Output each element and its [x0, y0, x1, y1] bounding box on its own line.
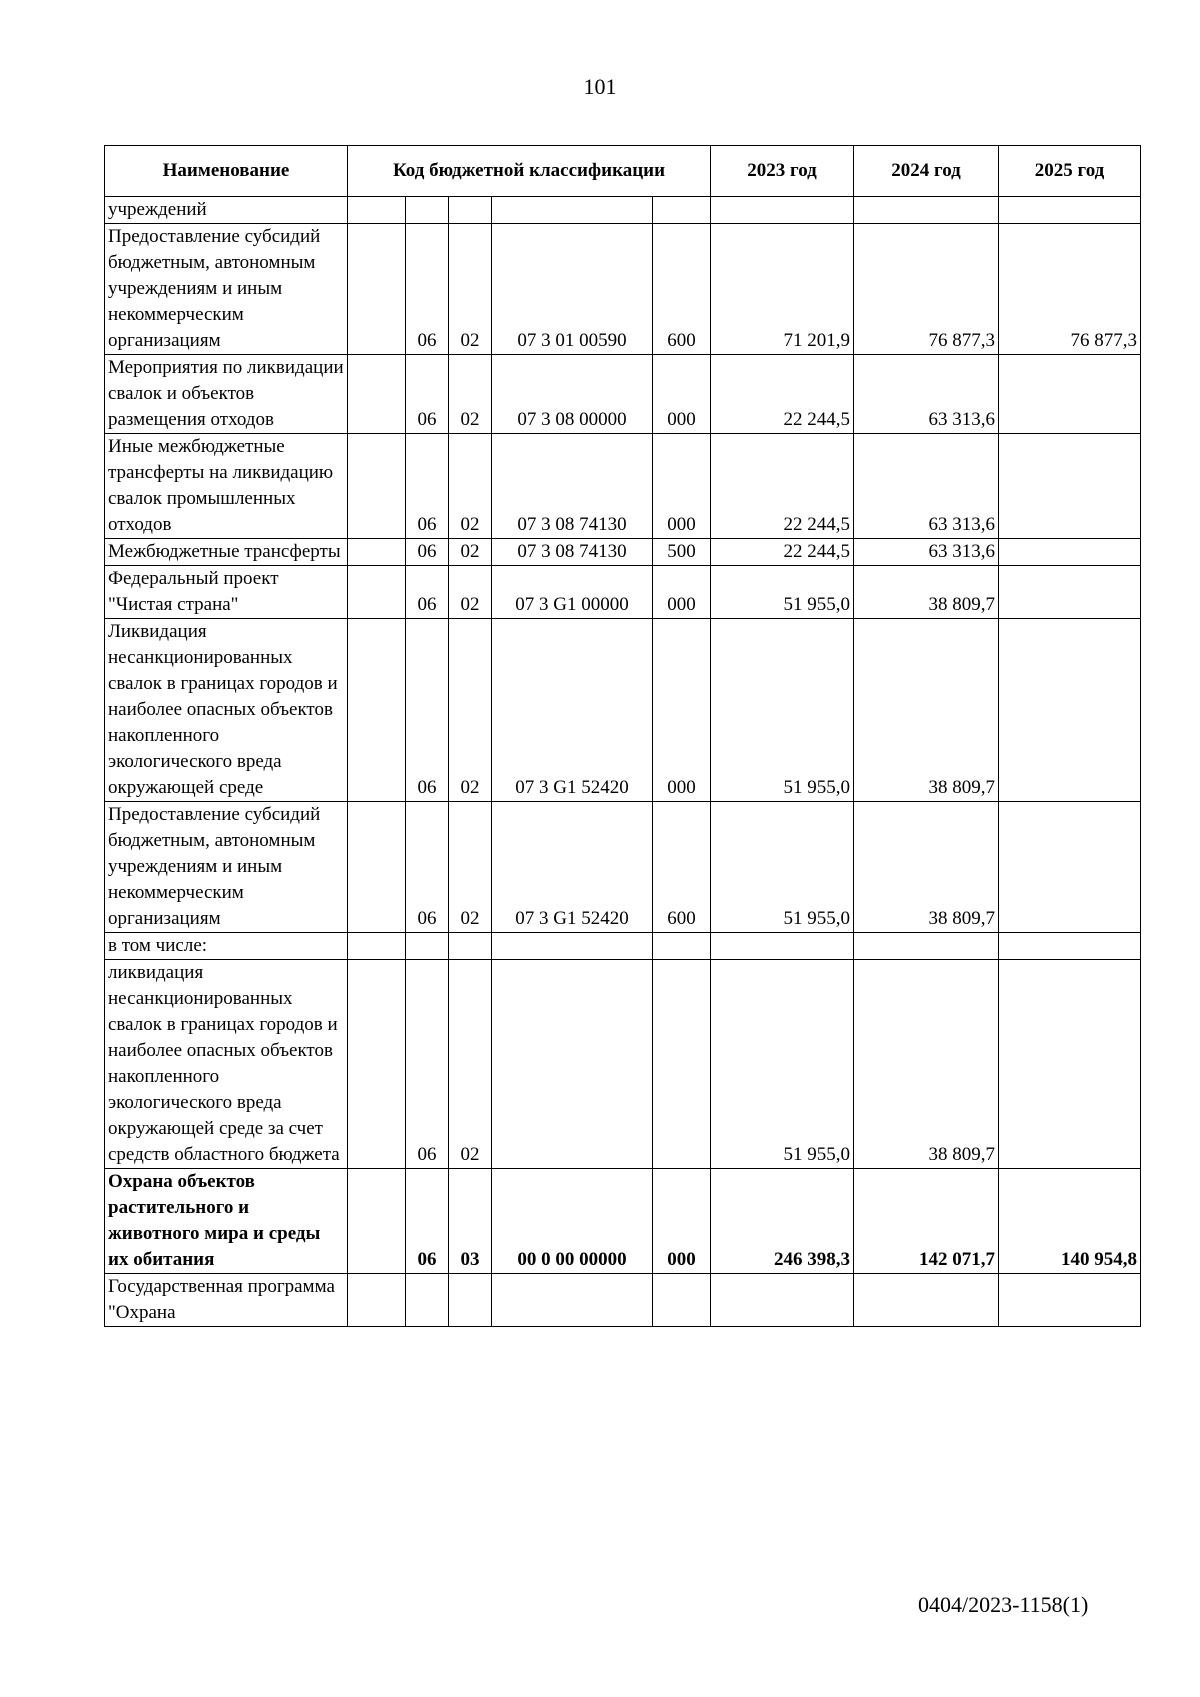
row-value-2025 [999, 355, 1141, 434]
row-code-part1 [348, 539, 406, 566]
table-row [105, 802, 1141, 933]
row-name: учреждений [105, 197, 348, 224]
row-name: ликвидация несанкционированных свалок в границах городов и наиболее опасных объектов накопленного экологического вреда окружающей среде за счет средств областного бюджета [105, 960, 348, 1169]
row-code-part1 [348, 960, 406, 1169]
row-value-2024: 63 313,6 [854, 434, 999, 539]
row-value-2023: 246 398,3 [711, 1169, 854, 1274]
header-2025: 2025 год [999, 146, 1141, 197]
row-value-2024: 38 809,7 [854, 619, 999, 802]
row-name: Иные межбюджетные трансферты на ликвидацию свалок промышленных отходов [105, 434, 348, 539]
row-subsection [449, 1274, 492, 1327]
row-section: 06 [406, 434, 449, 539]
row-value-2024: 38 809,7 [854, 566, 999, 619]
header-2024: 2024 год [854, 146, 999, 197]
row-code-part1 [348, 566, 406, 619]
header-code: Код бюджетной классификации [348, 146, 711, 197]
row-value-2023 [711, 197, 854, 224]
row-value-2024: 38 809,7 [854, 960, 999, 1169]
row-value-2025 [999, 197, 1141, 224]
row-target-article: 07 3 G1 00000 [492, 566, 653, 619]
row-section [406, 1274, 449, 1327]
row-code-part1 [348, 619, 406, 802]
row-subsection: 02 [449, 802, 492, 933]
table-row [105, 224, 1141, 355]
row-target-article: 00 0 00 00000 [492, 1169, 653, 1274]
row-value-2024: 38 809,7 [854, 802, 999, 933]
row-value-2023 [711, 933, 854, 960]
row-code-part1 [348, 434, 406, 539]
row-subsection: 02 [449, 960, 492, 1169]
row-section: 06 [406, 566, 449, 619]
row-code-part1 [348, 1169, 406, 1274]
row-name: Федеральный проект "Чистая страна" [105, 566, 348, 619]
row-expense-type: 500 [653, 539, 711, 566]
row-expense-type: 600 [653, 802, 711, 933]
row-code-part1 [348, 224, 406, 355]
row-subsection: 02 [449, 224, 492, 355]
row-target-article [492, 960, 653, 1169]
row-expense-type: 000 [653, 434, 711, 539]
row-value-2023: 71 201,9 [711, 224, 854, 355]
row-section: 06 [406, 960, 449, 1169]
table-row [105, 434, 1141, 539]
row-target-article: 07 3 01 00590 [492, 224, 653, 355]
row-subsection [449, 933, 492, 960]
row-expense-type: 000 [653, 619, 711, 802]
row-value-2023: 51 955,0 [711, 619, 854, 802]
row-expense-type: 000 [653, 566, 711, 619]
row-name: Предоставление субсидий бюджетным, автономным учреждениям и иным некоммерческим организациям [105, 224, 348, 355]
row-subsection: 02 [449, 355, 492, 434]
row-value-2023: 51 955,0 [711, 802, 854, 933]
row-expense-type [653, 197, 711, 224]
row-value-2024: 76 877,3 [854, 224, 999, 355]
row-name: Межбюджетные трансферты [105, 539, 348, 566]
row-name: Охрана объектов растительного и животного мира и среды их обитания [105, 1169, 348, 1274]
header-2023: 2023 год [711, 146, 854, 197]
row-code-part1 [348, 355, 406, 434]
row-value-2024: 63 313,6 [854, 539, 999, 566]
row-section: 06 [406, 802, 449, 933]
row-section: 06 [406, 1169, 449, 1274]
table-row [105, 1169, 1141, 1274]
row-value-2025 [999, 619, 1141, 802]
row-subsection: 02 [449, 619, 492, 802]
row-expense-type [653, 1274, 711, 1327]
row-name: Мероприятия по ликвидации свалок и объектов размещения отходов [105, 355, 348, 434]
row-expense-type: 600 [653, 224, 711, 355]
row-subsection: 02 [449, 434, 492, 539]
budget-table [104, 145, 1141, 1327]
row-target-article: 07 3 08 00000 [492, 355, 653, 434]
row-name: Ликвидация несанкционированных свалок в границах городов и наиболее опасных объектов накопленного экологического вреда окружающей среде [105, 619, 348, 802]
row-section [406, 933, 449, 960]
table-row [105, 566, 1141, 619]
row-section: 06 [406, 619, 449, 802]
row-value-2023: 22 244,5 [711, 434, 854, 539]
row-expense-type [653, 960, 711, 1169]
row-target-article [492, 197, 653, 224]
row-target-article: 07 3 G1 52420 [492, 619, 653, 802]
row-value-2025 [999, 933, 1141, 960]
row-name: Государственная программа "Охрана [105, 1274, 348, 1327]
row-target-article: 07 3 08 74130 [492, 539, 653, 566]
row-value-2025 [999, 434, 1141, 539]
row-value-2025 [999, 539, 1141, 566]
row-target-article: 07 3 08 74130 [492, 434, 653, 539]
table-row [105, 355, 1141, 434]
row-target-article [492, 933, 653, 960]
table-row [105, 619, 1141, 802]
row-expense-type [653, 933, 711, 960]
row-subsection: 02 [449, 566, 492, 619]
row-subsection: 03 [449, 1169, 492, 1274]
row-value-2023: 51 955,0 [711, 566, 854, 619]
row-value-2025 [999, 1274, 1141, 1327]
row-value-2023 [711, 1274, 854, 1327]
row-value-2023: 22 244,5 [711, 539, 854, 566]
row-value-2024 [854, 197, 999, 224]
row-value-2023: 22 244,5 [711, 355, 854, 434]
table-row [105, 197, 1141, 224]
row-code-part1 [348, 197, 406, 224]
row-code-part1 [348, 1274, 406, 1327]
row-subsection: 02 [449, 539, 492, 566]
table-header-row [105, 146, 1141, 197]
table-row [105, 539, 1141, 566]
row-section: 06 [406, 224, 449, 355]
row-section: 06 [406, 539, 449, 566]
row-section [406, 197, 449, 224]
table-row [105, 960, 1141, 1169]
document-id: 0404/2023-1158(1) [918, 1592, 1089, 1617]
row-target-article [492, 1274, 653, 1327]
row-value-2024: 142 071,7 [854, 1169, 999, 1274]
row-value-2024 [854, 933, 999, 960]
row-code-part1 [348, 933, 406, 960]
row-code-part1 [348, 802, 406, 933]
row-subsection [449, 197, 492, 224]
row-value-2025: 140 954,8 [999, 1169, 1141, 1274]
page-number: 101 [583, 74, 617, 99]
row-value-2025 [999, 566, 1141, 619]
row-value-2025: 76 877,3 [999, 224, 1141, 355]
row-value-2024: 63 313,6 [854, 355, 999, 434]
row-expense-type: 000 [653, 355, 711, 434]
header-name: Наименование [105, 146, 348, 197]
row-value-2023: 51 955,0 [711, 960, 854, 1169]
row-section: 06 [406, 355, 449, 434]
row-target-article: 07 3 G1 52420 [492, 802, 653, 933]
row-value-2024 [854, 1274, 999, 1327]
row-value-2025 [999, 960, 1141, 1169]
row-value-2025 [999, 802, 1141, 933]
row-name: в том числе: [105, 933, 348, 960]
table-row [105, 1274, 1141, 1327]
row-expense-type: 000 [653, 1169, 711, 1274]
table-row [105, 933, 1141, 960]
row-name: Предоставление субсидий бюджетным, автономным учреждениям и иным некоммерческим организациям [105, 802, 348, 933]
